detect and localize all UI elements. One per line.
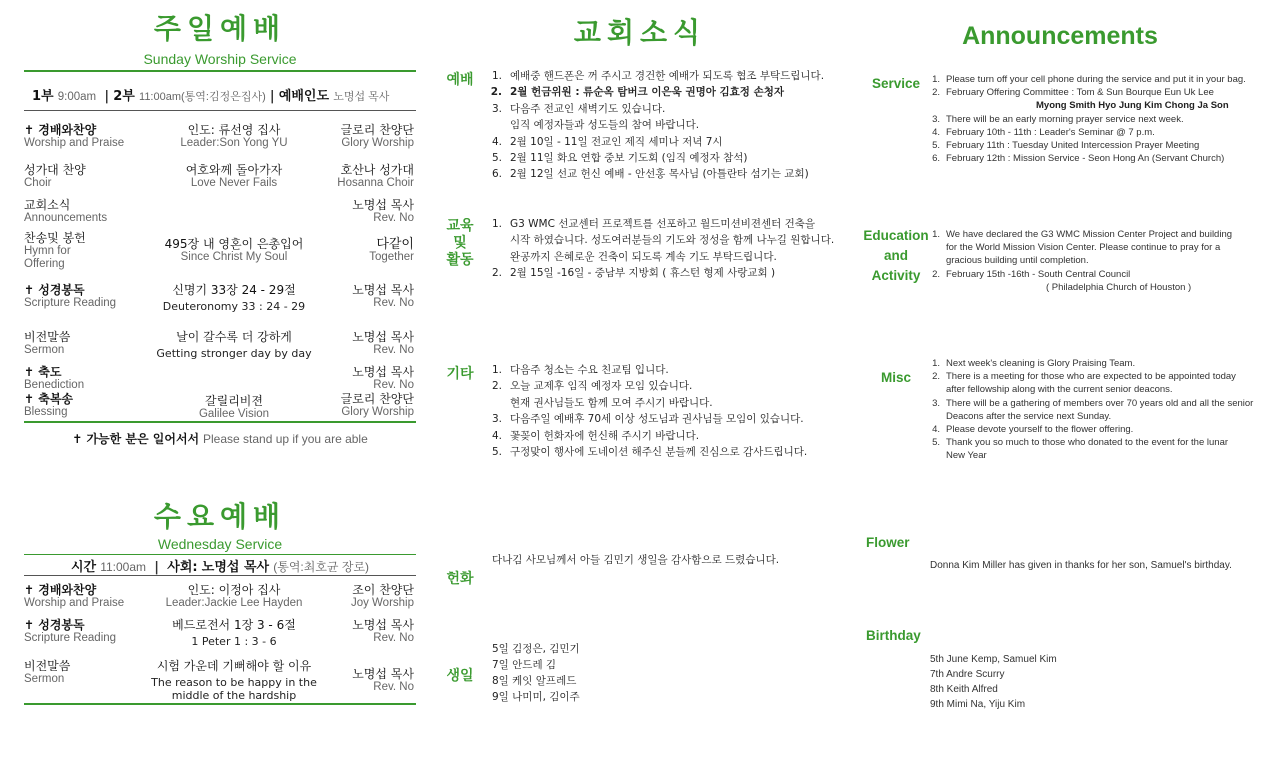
row-detail-en: Galilee Vision <box>198 408 270 420</box>
wednesday-top-rule <box>24 554 416 555</box>
list-item: 2. 2월 15일 -16일 - 중남부 지방회 ( 휴스턴 형제 사랑교회 ) <box>491 267 776 280</box>
list-item: 3. 다음주일 예배후 70세 이상 성도님과 권사님들 모임이 있습니다. <box>491 413 804 426</box>
list-item: 9일 나미미, 김이주 <box>492 691 580 703</box>
ann-flower-label: Flower <box>866 535 910 550</box>
list-item: ( Philadelphia Church of Houston ) <box>1046 281 1192 293</box>
row-label-ko: 성가대 찬양 <box>24 163 86 177</box>
news-title: 교회소식 <box>573 16 707 49</box>
times-separator-2: | <box>269 89 275 104</box>
ann-birthday-list <box>930 652 1057 712</box>
list-item: 2. February 15th -16th - South Central Council <box>932 268 1131 280</box>
list-item: 1. We have declared the G3 WMC Mission Center Project and building <box>932 229 1233 240</box>
news-education-list <box>484 216 834 282</box>
row-label-ko: ✝ 경배와찬양 <box>24 123 97 137</box>
list-item: 2. There is a meeting for those who are expected to be appointed today <box>932 371 1236 383</box>
stand-note-en: Please stand up if you are able <box>202 432 368 446</box>
wed-separator: | <box>154 560 160 575</box>
row-detail-en-2: middle of the hardship <box>171 689 297 702</box>
program-row-worship <box>24 124 416 160</box>
ann-misc-label: Misc <box>880 370 911 385</box>
news-misc-list <box>484 362 807 460</box>
row-person-en: Joy Worship <box>350 597 414 609</box>
row-detail-ko: 495장 내 영혼이 은총입어 <box>164 237 304 251</box>
list-item: 4. February 10th - 11th : Leader's Seminar @ 7 p.m. <box>932 126 1155 138</box>
row-person-en: Rev. No <box>373 212 414 224</box>
row-person-en: Glory Worship <box>341 137 414 149</box>
leader-name: 노명섭 목사 <box>333 91 390 103</box>
ann-misc-list <box>926 357 1253 463</box>
service1-label: 1부 <box>32 89 54 104</box>
wednesday-title: 수요예배 <box>153 500 287 533</box>
list-item: for the World Mission Vision Center. Please continue to pray for a <box>946 242 1221 254</box>
sunday-subtitle: Sunday Worship Service <box>143 51 297 67</box>
row-person-ko: 글로리 찬양단 <box>340 123 414 137</box>
row-detail-ko: 인도: 류선영 집사 <box>187 123 281 137</box>
row-detail-en: Leader:Son Yong YU <box>180 137 288 149</box>
list-item: 4. 2월 10일 - 11일 전교인 제직 세미나 저녁 7시 <box>491 135 723 148</box>
list-item: 1. Please turn off your cell phone during the service and put it in your bag. <box>932 74 1246 85</box>
row-label-ko: 교회소식 <box>24 198 71 212</box>
list-item: 1. G3 WMC 선교센터 프로젝트를 선포하고 월드미션비젼센터 건축을 <box>491 218 816 230</box>
wed-time: 11:00am <box>100 560 147 574</box>
ann-birthday-label: Birthday <box>866 628 921 643</box>
row-detail-en: Leader:Jackie Lee Hayden <box>165 597 303 609</box>
row-person-ko: 노명섭 목사 <box>352 667 414 681</box>
news-misc-label: 기타 <box>446 366 474 382</box>
program-row-scripture <box>24 284 416 320</box>
program-row-announcements <box>24 199 416 235</box>
row-label-en: Sermon <box>24 673 65 685</box>
row-label-en: Blessing <box>24 406 68 418</box>
list-item: 5일 김정은, 김민기 <box>492 643 580 655</box>
program-row-blessing <box>24 393 416 419</box>
row-person-ko: 노명섭 목사 <box>352 330 414 344</box>
row-detail-ko: 인도: 이정아 집사 <box>187 583 281 597</box>
wed-host: 노명섭 목사 <box>201 560 270 575</box>
row-detail-ko: 여호와께 돌아가자 <box>185 163 283 177</box>
row-person-ko: 노명섭 목사 <box>352 365 414 379</box>
news-worship-label: 예배 <box>446 72 474 88</box>
row-detail-ko: 신명기 33장 24 - 29절 <box>172 283 296 297</box>
row-person-en: Rev. No <box>373 681 414 693</box>
news-birthday-list <box>492 641 580 705</box>
row-detail-en: Deuteronomy 33 : 24 - 29 <box>162 300 306 313</box>
row-detail-ko: 갈릴리비젼 <box>205 394 263 408</box>
row-label-en: Benediction <box>24 379 85 391</box>
row-label-en: Hymn for <box>24 245 71 257</box>
service2-label: 2부 <box>113 89 135 104</box>
list-item: 임직 예정자들과 성도들의 참여 바랍니다. <box>510 119 700 132</box>
sunday-times <box>32 85 389 104</box>
ann-service-label: Service <box>871 76 921 91</box>
row-person-en: Rev. No <box>373 379 414 391</box>
wed-time-label: 시간 <box>70 560 97 575</box>
wednesday-bottom-rule <box>24 703 416 705</box>
row-detail-ko: 날이 갈수록 더 강하게 <box>176 330 292 344</box>
row-person-ko: 조이 찬양단 <box>352 583 414 597</box>
row-detail-ko: 베드로전서 1장 3 - 6절 <box>172 618 296 632</box>
list-item: 2. February Offering Committee : Tom & Sun Bourque Eun Uk Lee <box>932 87 1214 99</box>
row-label-en: Worship and Praise <box>24 137 125 149</box>
list-item: 7th Andre Scurry <box>930 669 1005 680</box>
row-detail-en: Since Christ My Soul <box>180 251 288 263</box>
row-label-ko: ✝ 축복송 <box>24 392 74 406</box>
row-person-ko: 노명섭 목사 <box>352 283 414 297</box>
row-detail-ko: 시험 가운데 기뻐해야 할 이유 <box>156 659 312 673</box>
list-item: 6. February 12th : Mission Service - Seon Hong An (Servant Church) <box>932 153 1225 165</box>
list-item: 5. February 11th : Tuesday United Intercession Prayer Meeting <box>932 140 1200 152</box>
list-item: Deacons after the service next Sunday. <box>946 410 1112 422</box>
row-person-en: Rev. No <box>373 344 414 356</box>
news-birthday-label: 생일 <box>446 668 474 684</box>
list-item: 5. 구정맞이 행사에 도네이션 해주신 분들께 진심으로 감사드립니다. <box>491 446 808 459</box>
wed-row-worship <box>24 584 416 620</box>
list-item: 현재 권사님들도 함께 모여 주시기 바랍니다. <box>510 396 713 409</box>
row-label-ko: ✝ 성경봉독 <box>24 618 85 632</box>
row-label-en: Scripture Reading <box>24 297 117 309</box>
row-person-en: Glory Worship <box>341 406 414 418</box>
program-row-sermon <box>24 331 416 367</box>
row-detail-en: 1 Peter 1 : 3 - 6 <box>191 635 277 648</box>
list-item: 1. Next week's cleaning is Glory Praising Team. <box>932 358 1136 369</box>
times-separator-1: | <box>104 89 110 104</box>
list-item: 1. 다음주 청소는 수요 친교팀 입니다. <box>491 364 669 376</box>
ann-education-list <box>926 228 1232 294</box>
row-label-en: Announcements <box>24 212 108 224</box>
list-item: 9th Mimi Na, Yiju Kim <box>930 699 1026 710</box>
wed-row-sermon <box>24 660 416 702</box>
list-item: 2. 오늘 교제후 임직 예정자 모임 있습니다. <box>491 380 693 393</box>
ann-service-list <box>926 73 1246 165</box>
row-detail-en: The reason to be happy in the <box>151 676 317 689</box>
news-education-label: 교육 및 활동 <box>446 218 474 268</box>
list-item: 8th Keith Alfred <box>930 684 998 695</box>
row-person-en: Rev. No <box>373 297 414 309</box>
list-item: 시작 하였습니다. 성도여러분들의 기도와 정성을 함께 나누길 원합니다. <box>510 234 835 247</box>
news-flower-text: 다나김 사모님께서 아들 김민기 생일을 감사함으로 드렸습니다. <box>492 554 780 566</box>
list-item: 2. 2월 헌금위원 : 류순옥 탐버크 이은욱 권명아 김효정 손청자 <box>490 86 785 99</box>
row-label-ko: 비전말씀 <box>24 659 71 673</box>
stand-note <box>24 430 416 447</box>
list-item: 3. 다음주 전교인 새벽기도 있습니다. <box>491 102 666 115</box>
stand-note-ko: ✝ 가능한 분은 일어서서 <box>72 432 200 446</box>
wednesday-subtitle: Wednesday Service <box>157 536 283 552</box>
service1-time: 9:00am <box>57 91 97 103</box>
row-person-ko: 다같이 <box>376 237 414 252</box>
wednesday-info <box>24 556 416 575</box>
list-item: after fellowship along with the current senior deacons. <box>946 384 1173 396</box>
sunday-times-rule <box>24 110 416 111</box>
service2-time: 11:00am(통역:김정은집사) <box>139 91 266 103</box>
row-detail-en: Getting stronger day by day <box>156 347 312 360</box>
row-person-ko: 노명섭 목사 <box>352 618 414 632</box>
list-item: Myong Smith Hyo Jung Kim Chong Ja Son <box>1036 100 1229 112</box>
row-person-en: Rev. No <box>373 632 414 644</box>
row-person-ko: 호산나 성가대 <box>340 163 414 177</box>
sunday-bottom-rule <box>24 421 416 423</box>
wed-host-label: 사회: <box>167 560 198 575</box>
row-label-ko: ✝ 축도 <box>24 365 62 379</box>
list-item: 5. 2월 11일 화요 연합 중보 기도회 (임직 예정자 참석) <box>491 152 748 165</box>
list-item: 1. 예배중 핸드폰은 꺼 주시고 경건한 예배가 되도록 협조 부탁드립니다. <box>491 70 825 82</box>
row-label-en: Choir <box>24 177 52 189</box>
program-row-offering <box>24 232 416 272</box>
row-label-ko: 찬송및 봉헌 <box>24 231 86 245</box>
news-flower-label: 헌화 <box>446 571 474 587</box>
list-item: 3. There will be an early morning prayer service next week. <box>932 113 1184 125</box>
announcements-title: Announcements <box>962 22 1158 50</box>
news-worship-list <box>484 68 824 183</box>
leader-label: 예배인도 <box>278 89 330 104</box>
wed-interpreter: (통역:최호균 장로) <box>273 560 370 574</box>
list-item: 6. 2월 12일 선교 헌신 예배 - 안선홍 목사님 (아틀란타 섬기는 교회) <box>491 168 809 181</box>
list-item: 3. There will be a gathering of members over 70 years old and all the senior <box>932 397 1254 409</box>
sunday-top-rule <box>24 70 416 72</box>
list-item: 7일 안드레 김 <box>492 659 557 671</box>
list-item: 5. Thank you so much to those who donated to the event for the lunar <box>932 437 1229 449</box>
row-label-ko: 비전말씀 <box>24 330 71 344</box>
list-item: 4. 꽃꽂이 헌화자에 헌신해 주시기 바랍니다. <box>491 429 700 442</box>
list-item: 완공까지 은혜로운 건축이 되도록 계속 기도 부탁드립니다. <box>510 250 777 263</box>
row-person-en: Hosanna Choir <box>337 177 414 189</box>
list-item: New Year <box>946 450 987 462</box>
row-label-ko: ✝ 성경봉독 <box>24 283 85 297</box>
list-item: 5th June Kemp, Samuel Kim <box>930 654 1057 665</box>
sunday-title: 주일예배 <box>153 12 287 45</box>
wed-row-scripture <box>24 619 416 655</box>
ann-education-label: Education and Activity <box>863 228 929 283</box>
row-label-en: Worship and Praise <box>24 597 125 609</box>
list-item: gracious building until completion. <box>946 255 1089 267</box>
list-item: 8일 케잇 알프레드 <box>492 675 577 687</box>
row-label-en: Scripture Reading <box>24 632 117 644</box>
row-label-ko: ✝ 경배와찬양 <box>24 583 97 597</box>
row-label-en: Sermon <box>24 344 65 356</box>
row-person-ko: 글로리 찬양단 <box>340 392 414 406</box>
wednesday-info-rule <box>24 575 416 576</box>
row-label-en-2: Offering <box>24 258 65 270</box>
row-detail-en: Love Never Fails <box>190 177 278 189</box>
program-row-choir <box>24 164 416 200</box>
row-person-ko: 노명섭 목사 <box>352 198 414 212</box>
row-person-en: Together <box>369 251 414 263</box>
list-item: 4. Please devote yourself to the flower offering. <box>932 424 1134 436</box>
program-row-benediction <box>24 366 416 392</box>
ann-flower-text: Donna Kim Miller has given in thanks for her son, Samuel's birthday. <box>930 560 1232 571</box>
